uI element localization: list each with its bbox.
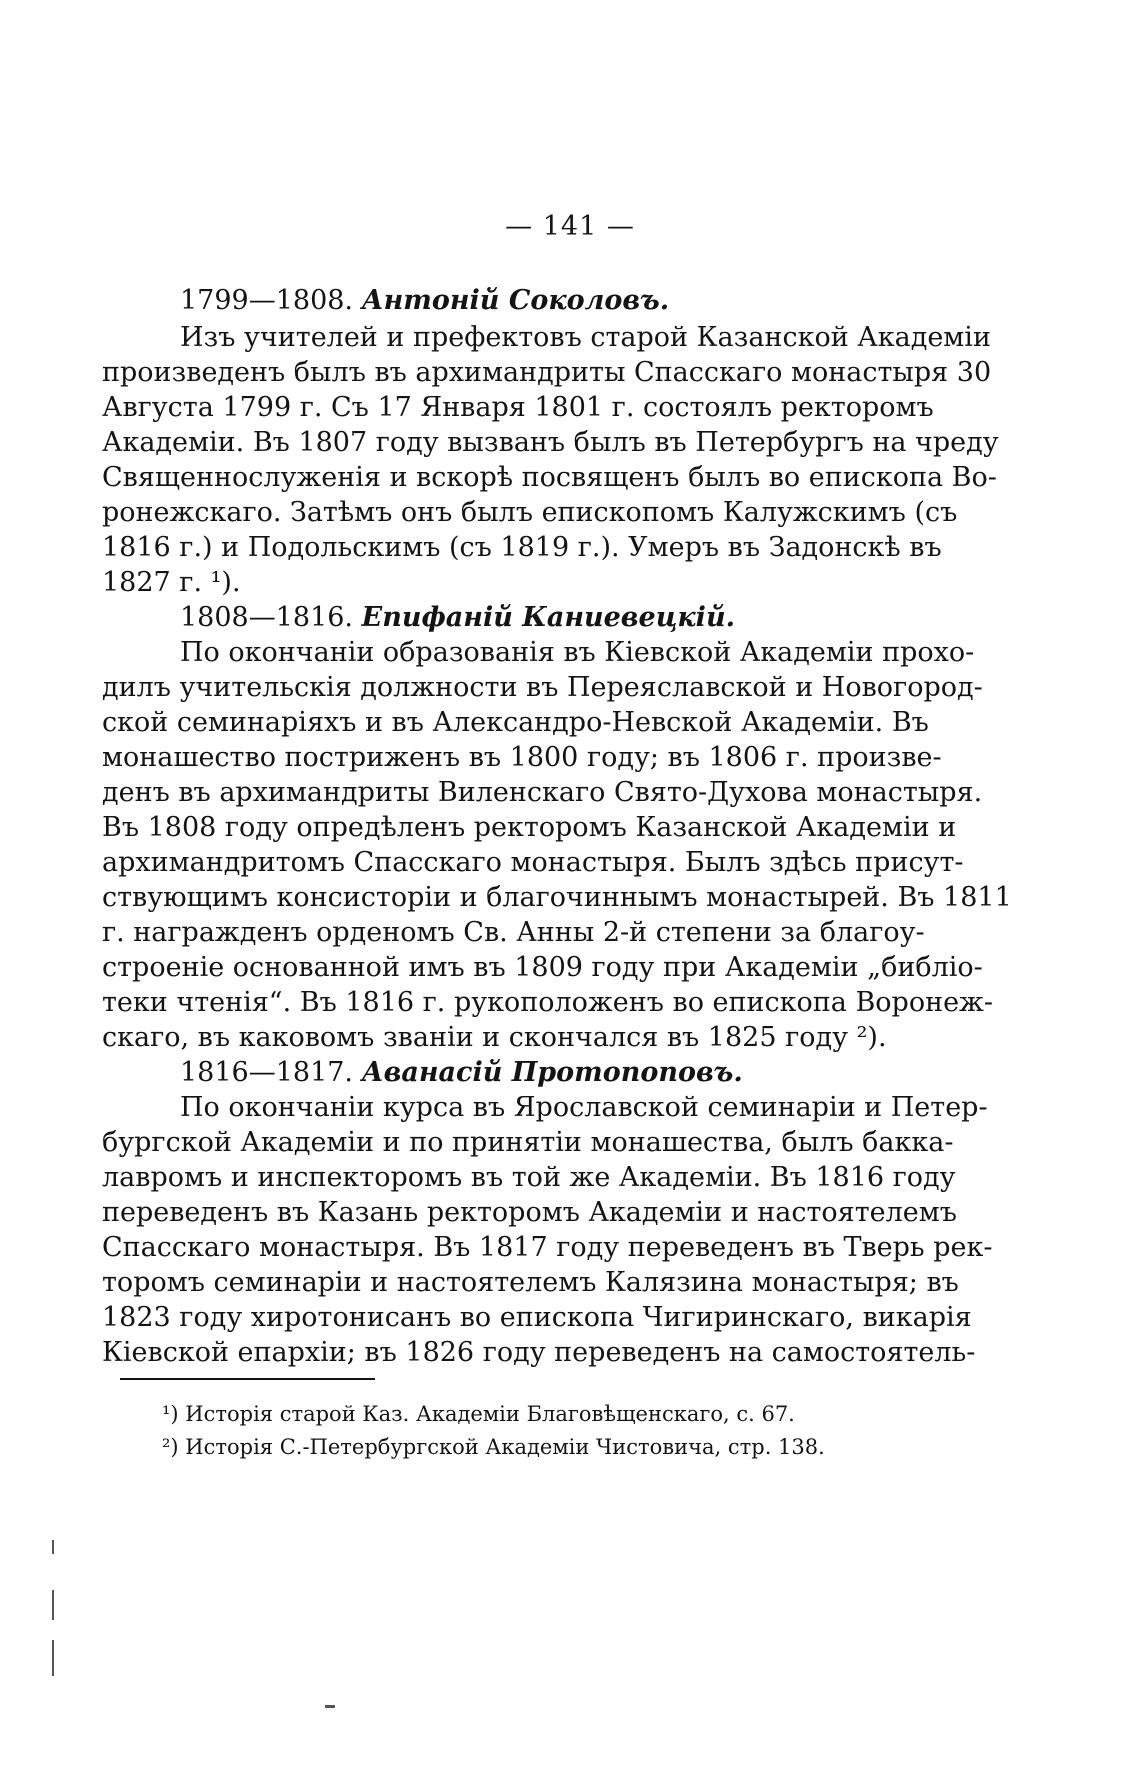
text-line: ской семинаріяхъ и въ Александро-Невской Академіи. Въ: [102, 707, 929, 738]
text-line: 1816 г.) и Подольскимъ (съ 1819 г.). Умеръ въ Задонскѣ въ: [102, 532, 942, 563]
text-line: переведенъ въ Казань ректоромъ Академіи и настоятелемъ: [102, 1197, 957, 1228]
entry-name: Аванасій Протопоповъ.: [361, 1057, 743, 1088]
text-line: торомъ семинаріи и настоятелемъ Калязина монастыря; въ: [102, 1267, 959, 1298]
text-line: денъ въ архимандриты Виленскаго Свято-Духова монастыря.: [102, 777, 983, 808]
entry-heading: [180, 601, 735, 635]
text-line: По окончаніи курса въ Ярославской семинаріи и Петер-: [180, 1092, 988, 1123]
scan-speck: [325, 1705, 335, 1708]
entry-heading: [180, 284, 669, 318]
text-line: Священнослуженія и вскорѣ посвященъ былъ во епископа Во-: [102, 462, 997, 493]
text-line: Въ 1808 году опредѣленъ ректоромъ Казанской Академіи и: [102, 812, 957, 843]
entry-period: 1816—1817.: [180, 1057, 354, 1088]
text-line: Изъ учителей и префектовъ старой Казанской Академіи: [180, 322, 991, 353]
text-line: бургской Академіи и по принятіи монашества, былъ бакка-: [102, 1127, 954, 1158]
entry-name: Епифаній Каниевецкій.: [361, 602, 735, 633]
text-line: Академіи. Въ 1807 году вызванъ былъ въ Петербургъ на чреду: [102, 427, 999, 458]
entry-heading: [180, 1056, 743, 1090]
entry-name: Антоній Соколовъ.: [361, 285, 670, 316]
text-line: строеніе основанной имъ въ 1809 году при Академіи „библіо-: [102, 952, 983, 983]
text-line: теки чтенія“. Въ 1816 г. рукоположенъ во епископа Воронеж-: [102, 987, 994, 1018]
text-line: скаго, въ каковомъ званіи и скончался въ 1825 году ²).: [102, 1022, 887, 1053]
footnote: ¹) Исторія старой Каз. Академіи Благовѣщенскаго, с. 67.: [162, 1402, 795, 1426]
text-line: монашество постриженъ въ 1800 году; въ 1806 г. произве-: [102, 742, 942, 773]
footnote-rule: [120, 1378, 375, 1380]
page-number: — 141 —: [505, 211, 635, 242]
entry-period: 1808—1816.: [180, 602, 354, 633]
scan-speck: [52, 1640, 54, 1676]
text-line: Кіевской епархіи; въ 1826 году переведенъ на самостоятель-: [102, 1337, 976, 1368]
text-line: лавромъ и инспекторомъ въ той же Академіи. Въ 1816 году: [102, 1162, 956, 1193]
text-line: Спасскаго монастыря. Въ 1817 году переведенъ въ Тверь рек-: [102, 1232, 993, 1263]
text-line: архимандритомъ Спасскаго монастыря. Былъ здѣсь присут-: [102, 847, 964, 878]
footnote: ²) Исторія С.-Петербургской Академіи Чистовича, стр. 138.: [162, 1435, 825, 1459]
scan-speck: [52, 1590, 54, 1620]
text-line: 1823 году хиротонисанъ во епископа Чигиринскаго, викарія: [102, 1302, 972, 1333]
text-line: 1827 г. ¹).: [102, 567, 241, 598]
text-line: произведенъ былъ въ архимандриты Спасскаго монастыря 30: [102, 357, 992, 388]
entry-period: 1799—1808.: [180, 285, 354, 316]
text-line: ронежскаго. Затѣмъ онъ былъ епископомъ Калужскимъ (съ: [102, 497, 958, 528]
text-line: Августа 1799 г. Съ 17 Января 1801 г. состоялъ ректоромъ: [102, 392, 934, 423]
text-line: ствующимъ консисторіи и благочиннымъ монастырей. Въ 1811: [102, 882, 1012, 913]
text-line: По окончаніи образованія въ Кіевской Академіи прохо-: [180, 637, 975, 668]
text-line: г. награжденъ орденомъ Св. Анны 2-й степени за благоу-: [102, 917, 925, 948]
text-line: дилъ учительскія должности въ Переяславской и Новогород-: [102, 672, 983, 703]
scan-speck: [52, 1540, 54, 1554]
